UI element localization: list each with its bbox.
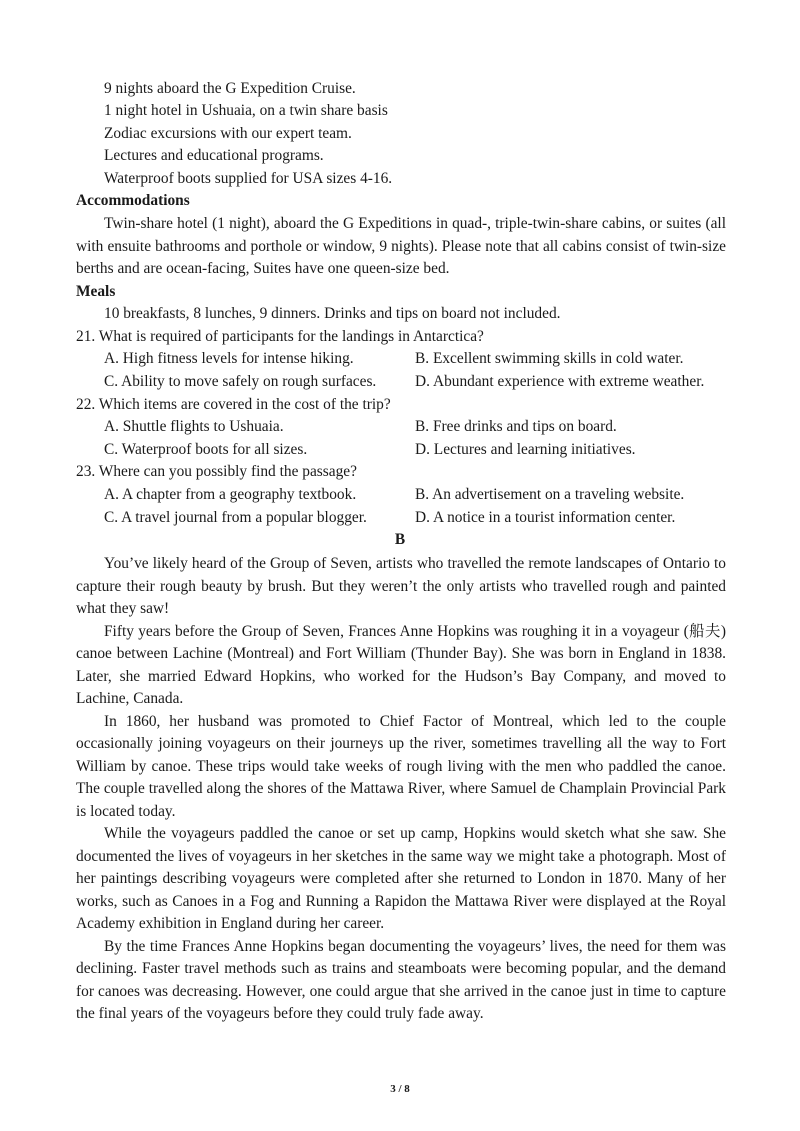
section-b-heading: B <box>394 531 406 548</box>
inclusion-item: Lectures and educational programs. <box>104 147 324 164</box>
passage-paragraph: You’ve likely heard of the Group of Seven, artists who travelled the remote landscapes of Ontario to capture their rough beauty by brush. But they weren’t the only artists who travelled rough and painted what they saw! <box>76 555 726 617</box>
passage-paragraph: While the voyageurs paddled the canoe or set up camp, Hopkins would sketch what she saw. She documented the lives of voyageurs in her sketches in the same way we might take a photograph. Most of her paintings describing voyageurs were completed after she returned to London in 1870. Many of her works, such as Canoes in a Fog and Running a Rapidon the Mattawa River were displayed at the Royal Academy exhibition in England during her career. <box>76 825 726 932</box>
inclusion-item: 9 nights aboard the G Expedition Cruise. <box>104 80 356 97</box>
question-23-option-b: B. An advertisement on a traveling website. <box>415 486 685 503</box>
page-number: 3 / 8 <box>390 1083 410 1095</box>
inclusion-item: Waterproof boots supplied for USA sizes 4-16. <box>104 170 393 187</box>
inclusion-item: 1 night hotel in Ushuaia, on a twin share basis <box>104 102 388 119</box>
passage-paragraph: In 1860, her husband was promoted to Chief Factor of Montreal, which led to the couple occasionally joining voyageurs on their journeys up the river, sometimes travelling all the way to Fort William by canoe. These trips would take weeks of rough living with the men who paddled the canoe. The couple travelled along the shores of the Mattawa River, where Samuel de Champlain Provincial Park is located today. <box>76 712 726 820</box>
question-23-option-d: D. A notice in a tourist information center. <box>415 509 676 526</box>
inclusion-item: Zodiac excursions with our expert team. <box>104 125 352 142</box>
question-21-option-a: A. High fitness levels for intense hiking. <box>104 350 354 367</box>
question-22-option-c: C. Waterproof boots for all sizes. <box>104 441 308 458</box>
accommodations-heading: Accommodations <box>76 192 190 209</box>
question-23-option-a: A. A chapter from a geography textbook. <box>104 486 357 503</box>
question-22-option-a: A. Shuttle flights to Ushuaia. <box>104 418 284 435</box>
question-21-option-b: B. Excellent swimming skills in cold water. <box>415 350 684 367</box>
question-21-option-c: C. Ability to move safely on rough surfaces. <box>104 373 377 390</box>
section-b-passage <box>76 553 726 1026</box>
question-22-option-b: B. Free drinks and tips on board. <box>415 418 617 435</box>
passage-paragraph: By the time Frances Anne Hopkins began documenting the voyageurs’ lives, the need for them was declining. Faster travel methods such as trains and steamboats were becoming popular, and the demand for canoes was decreasing. However, one could argue that she arrived in the canoe just in time to capture the final years of the voyageurs before they could truly fade away. <box>76 937 726 1022</box>
question-21-stem: 21. What is required of participants for the landings in Antarctica? <box>76 328 484 345</box>
question-21-option-d: D. Abundant experience with extreme weather. <box>415 373 705 390</box>
accommodations-paragraph: Twin-share hotel (1 night), aboard the G Expeditions in quad-, triple-twin-share cabins, or suites (all with ensuite bathrooms and porthole or window, 9 nights). Please note that all cabins consist of twin-size berths and are ocean-facing, Suites have one queen-size bed. <box>76 215 726 277</box>
passage-paragraph: Fifty years before the Group of Seven, Frances Anne Hopkins was roughing it in a voyageur (船夫) canoe between Lachine (Montreal) and Fort William (Thunder Bay). She was born in England in 1838. Later, she married Edward Hopkins, who worked for the Hudson’s Bay Company, and moved to Lachine, Canada. <box>76 622 726 707</box>
question-23-stem: 23. Where can you possibly find the passage? <box>76 463 357 480</box>
meals-text: 10 breakfasts, 8 lunches, 9 dinners. Drinks and tips on board not included. <box>104 305 561 322</box>
question-22-stem: 22. Which items are covered in the cost of the trip? <box>76 396 391 413</box>
meals-heading: Meals <box>76 283 116 300</box>
accommodations-text <box>76 213 726 281</box>
question-22-option-d: D. Lectures and learning initiatives. <box>415 441 636 458</box>
question-23-option-c: C. A travel journal from a popular blogger. <box>104 509 367 526</box>
